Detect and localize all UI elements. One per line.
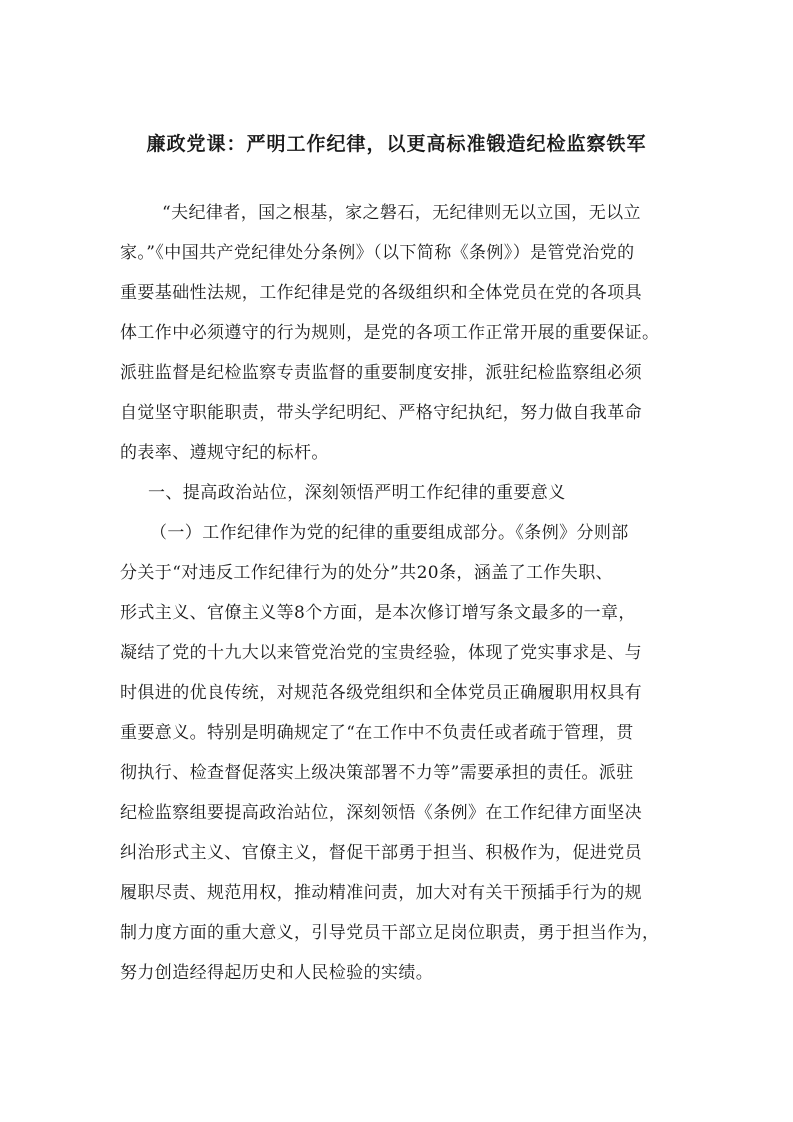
paragraph-line: 体工作中必须遵守的行为规则，是党的各项工作正常开展的重要保证。 [120, 323, 660, 343]
paragraph-line: 时俱进的优良传统，对规范各级党组织和全体党员正确履职用权具有 [120, 683, 642, 703]
paragraph-line: 制力度方面的重大意义，引导党员干部立足岗位职责，勇于担当作为， [120, 923, 660, 943]
paragraph-line: 履职尽责、规范用权，推动精准问责，加大对有关干预插手行为的规 [120, 883, 642, 903]
paragraph-line: 派驻监督是纪检监察专责监督的重要制度安排，派驻纪检监察组必须 [120, 363, 642, 383]
paragraph-line: “夫纪律者，国之根基，家之磐石，无纪律则无以立国，无以立 [162, 203, 641, 223]
paragraph-line: 纪检监察组要提高政治站位，深刻领悟《条例》在工作纪律方面坚决 [120, 803, 642, 823]
paragraph-line: 分关于“对违反工作纪律行为的处分”共20条，涵盖了工作失职、 [120, 563, 614, 583]
paragraph-line: 纠治形式主义、官僚主义，督促干部勇于担当、积极作为，促进党员 [120, 843, 642, 863]
paragraph-line: 努力创造经得起历史和人民检验的实绩。 [120, 963, 434, 983]
paragraph-line: 重要基础性法规，工作纪律是党的各级组织和全体党员在党的各项具 [120, 283, 642, 303]
paragraph-line: 凝结了党的十九大以来管党治党的宝贵经验，体现了党实事求是、与 [120, 643, 642, 663]
paragraph-line: 的表率、遵规守纪的标杆。 [120, 443, 329, 463]
paragraph-line: 形式主义、官僚主义等8个方面，是本次修订增写条文最多的一章， [120, 603, 636, 623]
paragraph-line: 家。”《中国共产党纪律处分条例》（以下简称《条例》）是管党治党的 [120, 243, 635, 263]
paragraph-line: 彻执行、检查督促落实上级决策部署不力等”需要承担的责任。派驻 [120, 763, 634, 783]
paragraph-line: 自觉坚守职能职责，带头学纪明纪、严格守纪执纪，努力做自我革命 [120, 403, 642, 423]
paragraph-line: 重要意义。特别是明确规定了“在工作中不负责任或者疏于管理，贯 [120, 723, 634, 743]
paragraph-line: （一）工作纪律作为党的纪律的重要组成部分。《条例》分则部 [150, 523, 629, 543]
section-heading: 一、提高政治站位，深刻领悟严明工作纪律的重要意义 [148, 483, 566, 503]
document-title: 廉政党课：严明工作纪律，以更高标准锻造纪检监察铁军 [146, 133, 647, 155]
